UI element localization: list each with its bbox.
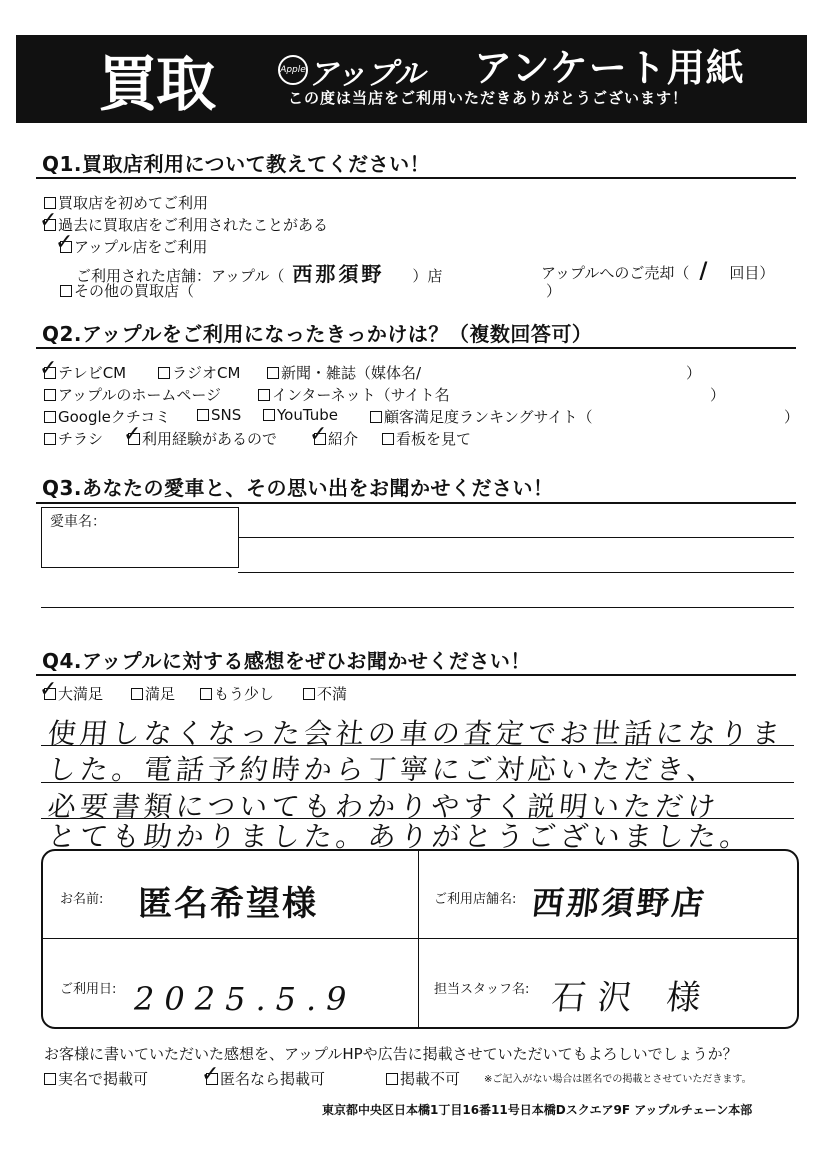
q4-option-bit-more[interactable] [200, 683, 274, 704]
q3-heading: Q3.あなたの愛車と、その思い出をお聞かせください！ [42, 476, 554, 500]
date-label: ご利用日: [60, 982, 117, 997]
comment-line-4: とても助かりました。ありがとうございました。 [46, 820, 754, 853]
option-label: ラジオCM [172, 364, 241, 382]
consent-option-real-name[interactable] [44, 1068, 148, 1089]
option-label: SNS [211, 406, 242, 424]
answer-line[interactable] [41, 745, 794, 746]
option-label: 顧客満足度ランキングサイト（ [384, 408, 593, 426]
check-mark-icon: ✓ [39, 208, 58, 233]
option-label: 買取店を初めてご利用 [58, 194, 209, 212]
option-label: 利用経験があるので [142, 430, 278, 448]
name-label: お名前: [60, 892, 104, 907]
q4-divider [36, 674, 796, 676]
checkbox-newspaper[interactable] [267, 367, 279, 379]
checkbox-real-name[interactable] [44, 1073, 56, 1085]
answer-line[interactable] [41, 607, 794, 608]
q2-option-google[interactable] [44, 406, 170, 427]
brand-name: アップル [308, 57, 425, 92]
info-divider-horizontal [41, 938, 797, 939]
close-paren: ） [710, 386, 726, 404]
q2-option-sns[interactable] [197, 406, 241, 424]
apple-logo-icon: Apple [278, 55, 308, 85]
checkbox-ranking[interactable] [370, 411, 382, 423]
checkbox-youtube[interactable] [263, 409, 275, 421]
store-label: ご利用店舗名: [434, 892, 517, 907]
option-label: 新聞・雑誌（媒体名/ [281, 364, 422, 382]
option-label: チラシ [58, 430, 104, 448]
q2-option-radio[interactable] [158, 362, 240, 383]
q2-option-flyer[interactable] [44, 428, 103, 449]
comment-line-1: 使用しなくなった会社の車の査定でお世話になりま [46, 717, 786, 750]
q2-divider [36, 347, 796, 349]
page-title: アンケート用紙 [474, 46, 745, 90]
checkbox-satisfied[interactable] [131, 688, 143, 700]
option-label: 紹介 [328, 430, 359, 448]
store-handwritten[interactable]: 西那須野 [292, 262, 385, 286]
sales-prefix: アップルへのご売却（ [541, 264, 690, 282]
close-paren: ） [686, 364, 702, 382]
option-label: Googleクチコミ [58, 408, 171, 426]
checkbox-google[interactable] [44, 411, 56, 423]
q2-option-tv[interactable] [39, 356, 127, 383]
option-label: 実名で掲載可 [58, 1070, 149, 1088]
consent-question: お客様に書いていただいた感想を、アップルHPや広告に掲載させていただいてもよろしいでしょうか？ [44, 1045, 738, 1063]
option-label: 過去に買取店をご利用されたことがある [58, 216, 329, 234]
checkbox-other-store[interactable] [60, 285, 72, 297]
comment-line-3: 必要書類についてもわかりやすく説明いただけ [46, 790, 722, 823]
checkbox-tv[interactable] [39, 356, 58, 381]
checkbox-experience[interactable] [123, 422, 142, 447]
option-label: YouTube [277, 406, 338, 424]
q2-heading: Q2.アップルをご利用になったきっかけは？（複数回答可） [42, 322, 593, 346]
q1-option-apple-store[interactable] [55, 230, 208, 257]
check-mark-icon: ✓ [123, 422, 142, 447]
consent-footnote: ※ご記入がない場合は匿名での掲載とさせていただきます。 [484, 1074, 752, 1085]
option-label: 匿名なら掲載可 [220, 1070, 326, 1088]
checkbox-anonymous[interactable] [201, 1062, 220, 1087]
q1-heading: Q1.買取店利用について教えてください！ [42, 152, 431, 176]
checkbox-very-satisfied[interactable] [39, 677, 58, 702]
checkbox-internet[interactable] [258, 389, 270, 401]
header-banner [16, 35, 807, 123]
sales-suffix: 回目） [729, 264, 775, 282]
close-paren: ） [784, 408, 800, 426]
car-name-label: 愛車名： [50, 514, 106, 530]
store-prefix: ご利用された店舗：アップル（ [76, 267, 285, 285]
option-label: 掲載不可 [400, 1070, 461, 1088]
name-value[interactable]: 匿名希望様 [138, 884, 318, 924]
q2-option-referral[interactable] [309, 422, 359, 449]
staff-label: 担当スタッフ名: [434, 982, 530, 997]
q1-divider [36, 177, 796, 179]
checkbox-radio[interactable] [158, 367, 170, 379]
q1-option-past-use[interactable] [39, 208, 329, 235]
q4-option-very-satisfied[interactable] [39, 677, 104, 704]
comment-line-2: した。電話予約時から丁寧にご対応いただき、 [46, 753, 721, 786]
q3-divider [36, 502, 796, 504]
logo-kanji: 買取 [98, 50, 214, 120]
option-label: 大満足 [58, 685, 104, 703]
store-value[interactable]: 西那須野店 [529, 884, 709, 922]
answer-line[interactable] [238, 572, 794, 573]
option-label: 満足 [145, 685, 176, 703]
q2-option-experience[interactable] [123, 422, 278, 449]
checkbox-signboard[interactable] [382, 433, 394, 445]
q1-sales-count [541, 258, 774, 284]
option-label: テレビCM [58, 364, 127, 382]
q1-option-first-time[interactable] [44, 192, 208, 213]
checkbox-homepage[interactable] [44, 389, 56, 401]
q4-option-dissatisfied[interactable] [303, 683, 347, 704]
q4-heading: Q4.アップルに対する感想をぜひお聞かせください！ [42, 649, 531, 673]
check-mark-icon: ✓ [39, 677, 58, 702]
check-mark-icon: ✓ [55, 230, 74, 255]
checkbox-bit-more[interactable] [200, 688, 212, 700]
store-suffix: ）店 [412, 267, 443, 285]
option-label: その他の買取店（ [74, 282, 195, 300]
consent-option-anonymous[interactable] [201, 1062, 326, 1089]
q2-option-signboard[interactable] [382, 428, 471, 449]
checkbox-dissatisfied[interactable] [303, 688, 315, 700]
option-label: インターネット（サイト名 [272, 386, 450, 404]
q2-option-newspaper[interactable] [267, 362, 421, 383]
q2-option-internet[interactable] [258, 384, 450, 405]
option-label: 不満 [317, 685, 348, 703]
check-mark-icon: ✓ [201, 1062, 220, 1087]
q2-option-homepage[interactable] [44, 384, 221, 405]
page-subtitle: この度は当店をご利用いただきありがとうございます！ [288, 89, 689, 107]
company-address: 東京都中央区日本橋1丁目16番11号日本橋Dスクエア9F アップルチェーン本部 [322, 1103, 753, 1117]
option-label: アップル店をご利用 [74, 238, 208, 256]
q2-option-ranking[interactable] [370, 406, 593, 427]
sales-handwritten[interactable]: / [699, 258, 708, 284]
option-label: もう少し [214, 685, 275, 703]
checkbox-sns[interactable] [197, 409, 209, 421]
check-mark-icon: ✓ [309, 422, 328, 447]
option-label: アップルのホームページ [58, 386, 222, 404]
q4-option-satisfied[interactable] [131, 683, 175, 704]
check-mark-icon: ✓ [39, 356, 58, 381]
checkbox-no-publish[interactable] [386, 1073, 398, 1085]
option-label: 看板を見て [396, 430, 472, 448]
answer-line[interactable] [41, 782, 794, 783]
staff-value[interactable]: 石沢 様 [549, 978, 715, 1018]
checkbox-flyer[interactable] [44, 433, 56, 445]
checkbox-apple-store[interactable] [55, 230, 74, 255]
q1-option-other-store[interactable] [60, 280, 194, 301]
answer-line[interactable] [238, 537, 794, 538]
other-store-close-paren: ） [546, 282, 562, 300]
consent-option-no-publish[interactable] [386, 1068, 460, 1089]
date-value[interactable]: 2025.5.9 [134, 980, 357, 1018]
checkbox-referral[interactable] [309, 422, 328, 447]
